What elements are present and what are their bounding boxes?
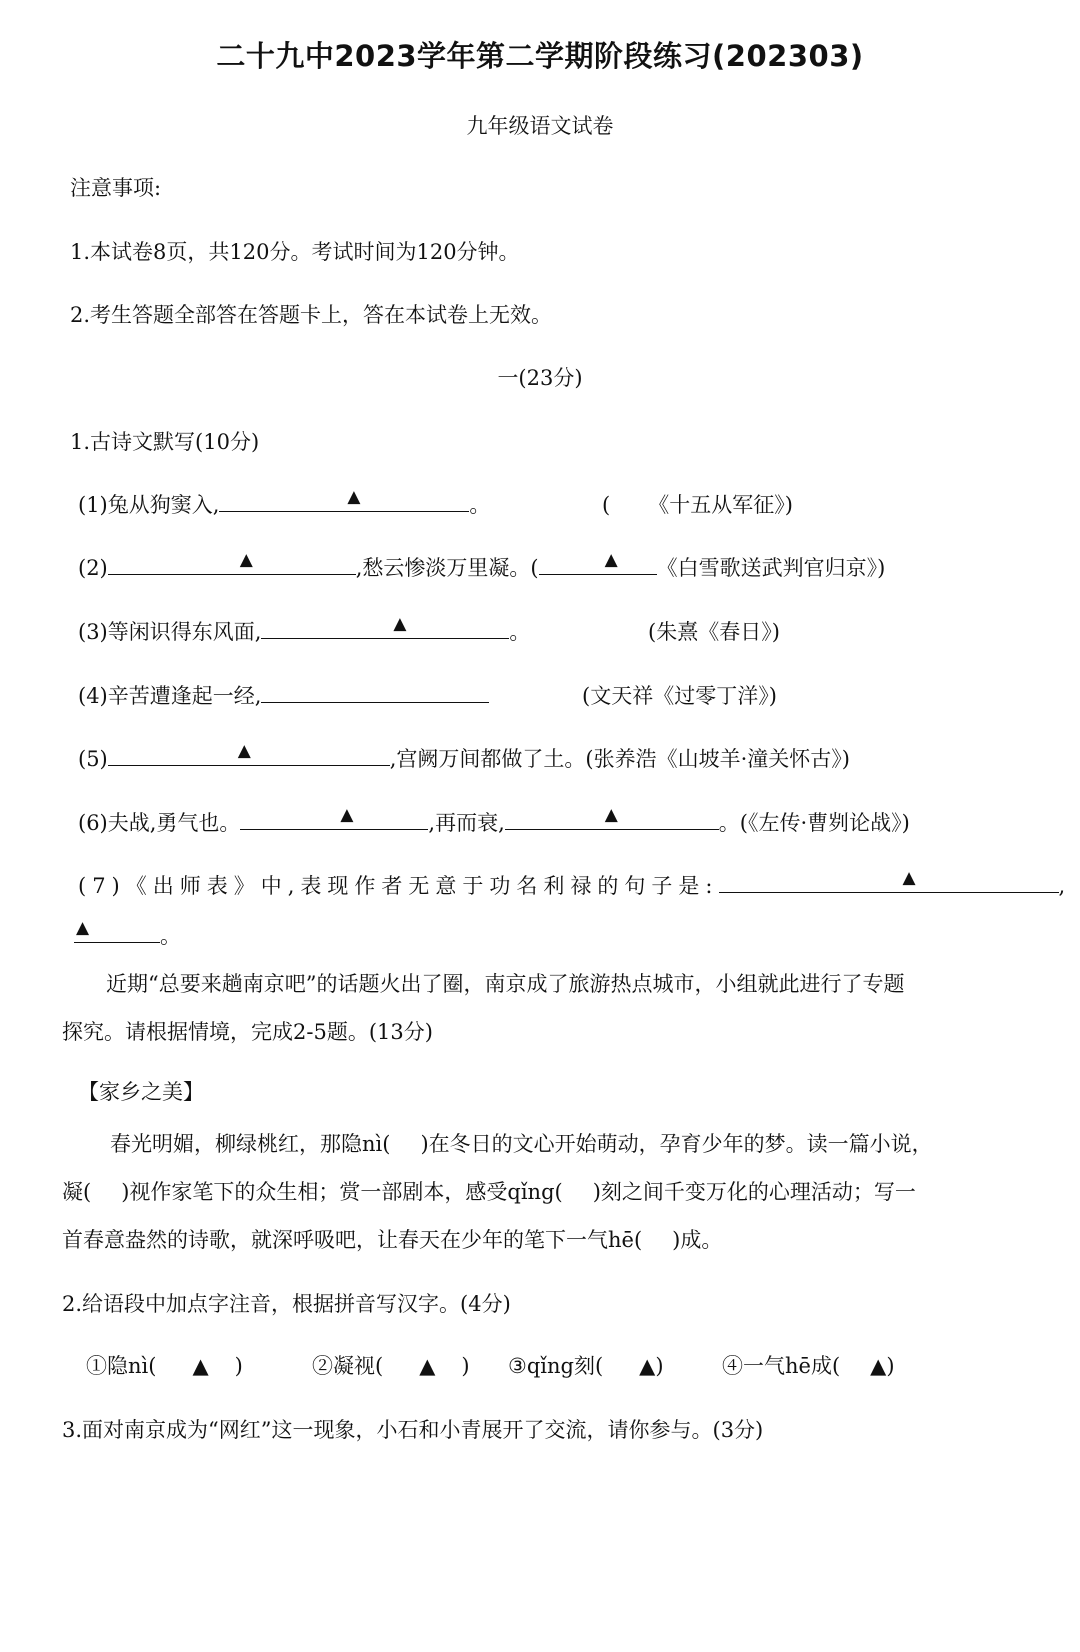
- blank-marker: ▲: [76, 918, 90, 938]
- passage-text: 凝(: [62, 1180, 92, 1204]
- q2-option: [312, 1350, 470, 1380]
- q1-line-1-text: (1)兔从狗窦入,: [78, 493, 220, 518]
- option-text: ): [886, 1354, 895, 1378]
- passage-line: [110, 1128, 933, 1158]
- blank-marker: ▲: [347, 487, 361, 507]
- blank-marker: ▲: [902, 868, 916, 888]
- answer-blank[interactable]: [74, 920, 160, 943]
- note-item: 1.本试卷8页，共120分。考试时间为120分钟。: [70, 240, 520, 264]
- option-text: ④一气hē成(: [722, 1354, 841, 1378]
- q1-line-7-comma: ,: [1058, 874, 1066, 899]
- answer-marker[interactable]: ▲: [639, 1354, 656, 1378]
- q1-line-3-end: 。: [509, 620, 531, 645]
- q2-option: [508, 1350, 664, 1380]
- passage-text: 春光明媚，柳绿桃红，那隐nì(: [110, 1132, 391, 1156]
- q1-heading: 1.古诗文默写(10分): [70, 430, 260, 454]
- blank-marker: ▲: [340, 805, 354, 825]
- answer-marker[interactable]: ▲: [192, 1354, 209, 1378]
- option-text: ②凝视(: [312, 1354, 384, 1378]
- q2-heading: 2.给语段中加点字注音，根据拼音写汉字。(4分): [62, 1292, 511, 1316]
- passage-text: 首春意盎然的诗歌，就深呼吸吧，让春天在少年的笔下一气hē(: [62, 1228, 643, 1252]
- context-line: 探究。请根据情境，完成2-5题。(13分): [62, 1020, 433, 1044]
- q1-line-2-mid: ,愁云惨淡万里凝。(: [355, 556, 539, 581]
- q1-line-5: [78, 743, 850, 773]
- source-text: 《十五从军征》): [648, 493, 793, 517]
- answer-blank[interactable]: [108, 552, 356, 575]
- note-item: 2.考生答题全部答在答题卡上，答在本试卷上无效。: [70, 303, 553, 327]
- exam-subtitle: 九年级语文试卷: [466, 114, 614, 138]
- q1-line-7: [78, 870, 1065, 900]
- option-text: ): [234, 1354, 243, 1378]
- q1-line-3-text: (3)等闲识得东风面,: [78, 620, 262, 645]
- passage-text: )在冬日的文心开始萌动，孕育少年的梦。读一篇小说，: [420, 1132, 933, 1156]
- q3-heading: 3.面对南京成为“网红”这一现象，小石和小青展开了交流，请你参与。(3分): [62, 1418, 764, 1442]
- passage-text: )刻之间千变万化的心理活动；写一: [592, 1180, 916, 1204]
- answer-blank[interactable]: [219, 489, 469, 512]
- q1-line-3: [78, 616, 530, 646]
- q1-line-6-end: 。(《左传·曹刿论战》): [718, 811, 910, 836]
- q2-option: [722, 1350, 895, 1380]
- source-text: 《白雪歌送武判官归京》): [656, 556, 886, 581]
- exam-title: 二十九中2023学年第二学期阶段练习(202303): [216, 39, 864, 73]
- q1-line-6: [78, 807, 910, 837]
- section-label: 一(23分): [497, 366, 583, 390]
- q1-line-1-source: [602, 489, 793, 519]
- q1-line-4-text: (4)辛苦遭逢起一经,: [78, 684, 262, 709]
- passage-line: [62, 1224, 722, 1254]
- answer-marker[interactable]: ▲: [870, 1354, 887, 1378]
- answer-blank[interactable]: [240, 807, 428, 830]
- answer-blank[interactable]: [261, 680, 489, 703]
- option-text: ③qǐng刻(: [508, 1354, 604, 1378]
- option-text: ①隐nì(: [86, 1354, 157, 1378]
- q1-line-7-cont: [74, 920, 181, 950]
- answer-blank[interactable]: [539, 552, 657, 575]
- answer-blank[interactable]: [719, 870, 1059, 893]
- q1-line-4: [78, 680, 489, 710]
- blank-marker: ▲: [604, 805, 618, 825]
- option-text: ): [655, 1354, 664, 1378]
- q1-line-1-end: 。: [469, 493, 491, 518]
- blank-marker: ▲: [237, 741, 251, 761]
- source-paren: (: [602, 493, 611, 517]
- q1-line-5-text: (5): [78, 747, 108, 772]
- passage-text: )成。: [672, 1228, 723, 1252]
- context-line: 近期“总要来趟南京吧”的话题火出了圈，南京成了旅游热点城市，小组就此进行了专题: [106, 972, 905, 996]
- q1-line-1: [78, 489, 490, 519]
- q1-line-7-end: 。: [160, 924, 181, 949]
- answer-marker[interactable]: ▲: [419, 1354, 436, 1378]
- passage-heading: 【家乡之美】: [78, 1080, 204, 1104]
- q1-line-7-text: (7)《出师表》中,表现作者无意于功名利禄的句子是:: [78, 874, 719, 899]
- passage-text: )视作家笔下的众生相；赏一部剧本，感受qǐng(: [121, 1180, 563, 1204]
- q1-line-4-source: (文天祥《过零丁洋》): [582, 684, 777, 708]
- q1-line-6-text: (6)夫战,勇气也。: [78, 811, 241, 836]
- blank-marker: ▲: [393, 614, 407, 634]
- q1-line-2: [78, 552, 885, 582]
- q1-line-3-source: (朱熹《春日》): [648, 620, 780, 644]
- answer-blank[interactable]: [108, 743, 390, 766]
- passage-line: [62, 1176, 916, 1206]
- option-text: ): [461, 1354, 470, 1378]
- q2-option: [86, 1350, 243, 1380]
- answer-blank[interactable]: [261, 616, 509, 639]
- blank-marker: ▲: [604, 550, 618, 570]
- answer-blank[interactable]: [505, 807, 719, 830]
- q1-line-5-end: ,宫阙万间都做了土。(张养浩《山坡羊·潼关怀古》): [389, 747, 850, 772]
- notes-heading: 注意事项:: [70, 176, 162, 200]
- blank-marker: ▲: [239, 550, 253, 570]
- q1-line-6-mid: ,再而衰,: [428, 811, 505, 836]
- q1-line-2-text: (2): [78, 556, 108, 581]
